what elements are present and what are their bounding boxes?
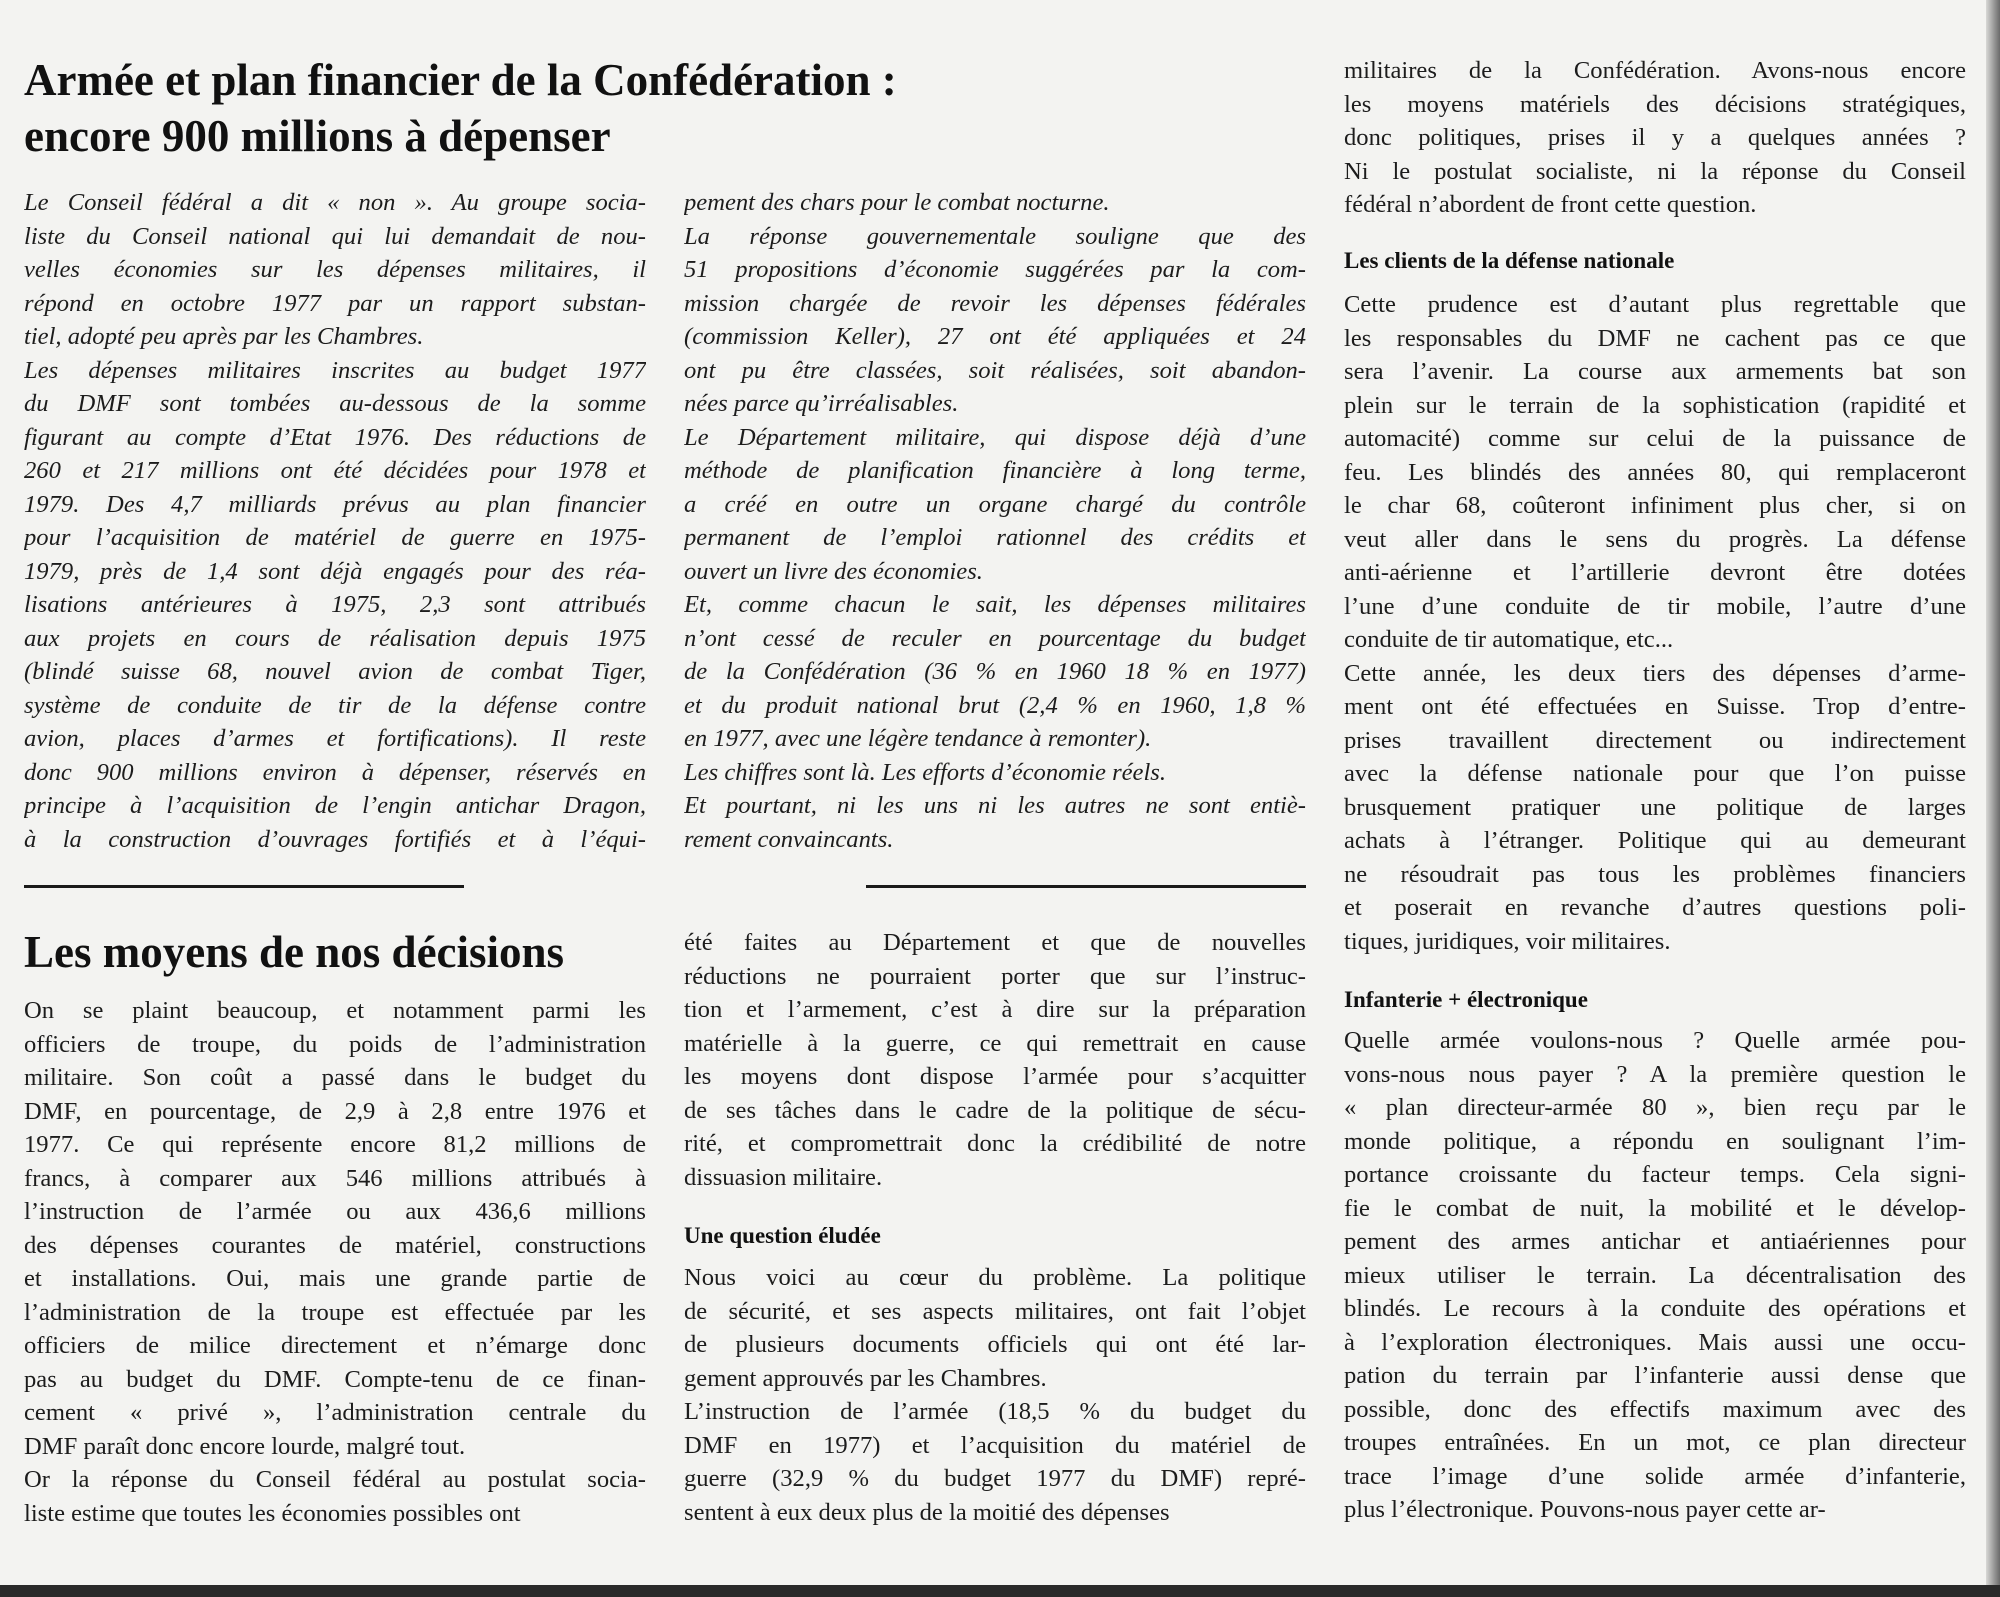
text-line: DMF, en pourcentage, de 2,9 à 2,8 entre 1976 et	[24, 1097, 646, 1125]
article-1-column-2	[684, 186, 1306, 856]
text-line: portance croissante du facteur temps. Cela signi-	[1344, 1161, 1966, 1188]
text-line: blindés. Le recours à la conduite des opérations et	[1344, 1295, 1966, 1322]
text-line: aux projets en cours de réalisation depuis 1975	[24, 624, 646, 652]
title-line: encore 900 millions à dépenser	[24, 111, 611, 161]
text-line: pour l’acquisition de matériel de guerre en 1975-	[24, 524, 646, 551]
column-rule-right	[866, 885, 1306, 888]
text-line: été faites au Département et que de nouvelles	[684, 929, 1306, 956]
text-line: répond en octobre 1977 par un rapport substan-	[24, 289, 646, 317]
text-line: dissuasion militaire.	[684, 1163, 883, 1191]
text-line: liste estime que toutes les économies possibles ont	[24, 1499, 521, 1527]
text-line: à l’exploration électroniques. Mais aussi une occu-	[1344, 1328, 1966, 1356]
text-line: anti-aérienne et l’artillerie devront être dotées	[1344, 559, 1966, 586]
text-line: trace l’image d’une solide armée d’infanterie,	[1344, 1462, 1966, 1490]
text-line: l’une d’une conduite de tir mobile, l’autre d’une	[1344, 592, 1966, 620]
text-line: fédéral n’abordent de front cette question.	[1344, 191, 1757, 218]
text-line: méthode de planification financière à long terme,	[684, 457, 1306, 484]
text-line: gement approuvés par les Chambres.	[684, 1364, 1047, 1392]
page-edge-shadow	[1986, 0, 2000, 1597]
text-line: liste du Conseil national qui lui demandait de nou-	[24, 222, 646, 250]
article-2-column-3-end	[1344, 1024, 1966, 1527]
text-line: brusquement pratiquer une politique de larges	[1344, 793, 1966, 821]
text-line: sentent à eux deux plus de la moitié des dépenses	[684, 1498, 1170, 1526]
text-line: Nous voici au cœur du problème. La politique	[684, 1264, 1306, 1291]
text-line: Cette prudence est d’autant plus regrettable que	[1344, 291, 1966, 318]
text-line: donc 900 millions environ à dépenser, réservés en	[24, 758, 646, 786]
text-line: 1979, près de 1,4 sont déjà engagés pour des réa-	[24, 557, 646, 585]
text-line: principe à l’acquisition de l’engin antichar Dragon,	[24, 792, 646, 819]
text-line: Et, comme chacun le sait, les dépenses militaires	[684, 591, 1306, 618]
text-line: Le Conseil fédéral a dit « non ». Au groupe socia-	[24, 189, 646, 216]
text-line: DMF en 1977) et l’acquisition du matériel de	[684, 1431, 1306, 1459]
page-bottom-edge	[0, 1585, 2000, 1597]
text-line: Quelle armée voulons-nous ? Quelle armée pou-	[1344, 1027, 1966, 1054]
text-line: 1979. Des 4,7 milliards prévus au plan financier	[24, 490, 646, 518]
text-line: tion et l’armement, c’est à dire sur la préparation	[684, 996, 1306, 1023]
text-line: (blindé suisse 68, nouvel avion de combat Tiger,	[24, 658, 646, 685]
text-line: de sécurité, et ses aspects militaires, ont fait l’objet	[684, 1297, 1306, 1325]
text-line: n’ont cessé de reculer en pourcentage du budget	[684, 624, 1306, 652]
text-line: et poserait en revanche d’autres questions poli-	[1344, 894, 1966, 921]
text-line: officiers de troupe, du poids de l’administration	[24, 1030, 646, 1058]
text-line: et installations. Oui, mais une grande partie de	[24, 1265, 646, 1292]
text-line: Les dépenses militaires inscrites au budget 1977	[24, 356, 646, 384]
text-line: de la Confédération (36 % en 1960 18 % en 1977)	[684, 658, 1306, 685]
text-line: Les chiffres sont là. Les efforts d’économie réels.	[684, 758, 1167, 786]
text-line: en 1977, avec une légère tendance à remonter).	[684, 725, 1152, 752]
text-line: système de conduite de tir de la défense contre	[24, 691, 646, 719]
subheading-infanterie-electronique: Infanterie + électronique	[1344, 987, 1588, 1012]
text-line: rité, et compromettrait donc la crédibilité de notre	[684, 1130, 1306, 1157]
text-line: avion, places d’armes et fortifications). Il reste	[24, 725, 646, 752]
text-line: officiers de milice directement et n’émarge donc	[24, 1332, 646, 1359]
text-line: 1977. Ce qui représente encore 81,2 millions de	[24, 1131, 646, 1158]
text-line: prises travaillent directement ou indirectement	[1344, 726, 1966, 754]
text-line: l’instruction de l’armée ou aux 436,6 millions	[24, 1198, 646, 1225]
text-line: et du produit national brut (2,4 % en 1960, 1,8 %	[684, 691, 1306, 719]
article-2-column-3-body	[1344, 288, 1966, 958]
text-line: fie le combat de nuit, la mobilité et le dévelop-	[1344, 1194, 1966, 1222]
text-line: pement des chars pour le combat nocturne.	[684, 189, 1110, 216]
text-line: On se plaint beaucoup, et notamment parmi les	[24, 997, 646, 1024]
text-line: francs, à comparer aux 546 millions attribués à	[24, 1164, 646, 1192]
article-2-column-3-intro	[1344, 54, 1966, 222]
text-line: réductions ne pourraient porter que sur l’instruc-	[684, 962, 1306, 990]
text-line: figurant au compte d’Etat 1976. Des réductions de	[24, 423, 646, 451]
text-line: plein sur le terrain de la sophistication (rapidité et	[1344, 391, 1966, 419]
text-line: Le Département militaire, qui dispose déjà d’une	[684, 423, 1306, 451]
text-line: Cette année, les deux tiers des dépenses d’arme-	[1344, 659, 1966, 687]
subheading-une-question-eludee: Une question éludée	[684, 1223, 881, 1248]
article-2-column-2-body	[684, 1261, 1306, 1529]
text-line: militaire. Son coût a passé dans le budget du	[24, 1064, 646, 1091]
text-line: donc politiques, prises il y a quelques années ?	[1344, 124, 1966, 151]
text-line: pement des armes antichar et antiaériennes pour	[1344, 1228, 1966, 1255]
text-line: « plan directeur-armée 80 », bien reçu par le	[1344, 1094, 1966, 1121]
text-line: DMF paraît donc encore lourde, malgré tout.	[24, 1432, 466, 1460]
article-1-title	[24, 52, 1324, 164]
text-line: monde politique, a répondu en soulignant l’im-	[1344, 1127, 1966, 1155]
text-line: 51 propositions d’économie suggérées par la com-	[684, 256, 1306, 283]
text-line: nées parce qu’irréalisables.	[684, 390, 959, 417]
text-line: sera l’avenir. La course aux armements bat son	[1344, 358, 1966, 385]
text-line: tiques, juridiques, voir militaires.	[1344, 927, 1671, 955]
text-line: guerre (32,9 % du budget 1977 du DMF) repré-	[684, 1465, 1306, 1492]
text-line: rement convaincants.	[684, 825, 894, 853]
text-line: possible, donc des effectifs maximum avec des	[1344, 1395, 1966, 1423]
text-line: pation du terrain par l’infanterie aussi dense que	[1344, 1362, 1966, 1389]
text-line: vons-nous nous payer ? A la première question le	[1344, 1060, 1966, 1088]
text-line: 260 et 217 millions ont été décidées pour 1978 et	[24, 457, 646, 484]
article-2-column-1	[24, 994, 646, 1530]
text-line: velles économies sur les dépenses militaires, il	[24, 256, 646, 283]
text-line: tiel, adopté peu après par les Chambres.	[24, 323, 424, 350]
text-line: les moyens matériels des décisions stratégiques,	[1344, 90, 1966, 118]
article-1-column-1	[24, 186, 646, 856]
text-line: Et pourtant, ni les uns ni les autres ne sont entiè-	[684, 792, 1306, 819]
text-line: feu. Les blindés des années 80, qui remplaceront	[1344, 458, 1966, 486]
text-line: cement « privé », l’administration centrale du	[24, 1399, 646, 1426]
text-line: matérielle à la guerre, ce qui remettrait en cause	[684, 1029, 1306, 1057]
text-line: du DMF sont tombées au-dessous de la somme	[24, 390, 646, 417]
article-2-title: Les moyens de nos décisions	[24, 927, 565, 977]
text-line: mission chargée de revoir les dépenses fédérales	[684, 289, 1306, 317]
text-line: conduite de tir automatique, etc...	[1344, 626, 1674, 653]
text-line: le char 68, coûteront infiniment plus cher, si on	[1344, 492, 1966, 519]
text-line: pas au budget du DMF. Compte-tenu de ce finan-	[24, 1365, 646, 1393]
text-line: de plusieurs documents officiels qui ont été lar-	[684, 1331, 1306, 1358]
text-line: Or la réponse du Conseil fédéral au postulat socia-	[24, 1466, 646, 1493]
title-line: Armée et plan financier de la Confédération :	[24, 55, 897, 105]
text-line: avec la défense nationale pour que l’on puisse	[1344, 760, 1966, 787]
text-line: (commission Keller), 27 ont été appliquées et 24	[684, 323, 1306, 350]
text-line: permanent de l’emploi rationnel des crédits et	[684, 524, 1306, 551]
text-line: ne résoudrait pas tous les problèmes financiers	[1344, 860, 1966, 888]
text-line: ont pu être classées, soit réalisées, soit abandon-	[684, 356, 1306, 384]
text-line: des dépenses courantes de matériel, constructions	[24, 1231, 646, 1259]
text-line: mieux utiliser le terrain. La décentralisation des	[1344, 1261, 1966, 1289]
text-line: de ses tâches dans le cadre de la politique de sécu-	[684, 1096, 1306, 1124]
text-line: Ni le postulat socialiste, ni la réponse du Conseil	[1344, 157, 1966, 185]
text-line: veut aller dans le sens du progrès. La défense	[1344, 525, 1966, 553]
text-line: automacité) comme sur celui de la puissance de	[1344, 425, 1966, 452]
text-line: La réponse gouvernementale souligne que des	[684, 222, 1306, 250]
text-line: troupes entraînées. En un mot, ce plan directeur	[1344, 1429, 1966, 1456]
column-rule-left	[24, 885, 464, 888]
subheading-clients-defense: Les clients de la défense nationale	[1344, 248, 1675, 273]
text-line: les moyens dont dispose l’armée pour s’acquitter	[684, 1063, 1306, 1090]
text-line: lisations antérieures à 1975, 2,3 sont attribués	[24, 591, 646, 618]
text-line: les responsables du DMF ne cachent pas ce que	[1344, 324, 1966, 352]
text-line: a créé en outre un organe chargé du contrôle	[684, 490, 1306, 518]
text-line: plus l’électronique. Pouvons-nous payer cette ar-	[1344, 1496, 1826, 1523]
text-line: l’administration de la troupe est effectuée par les	[24, 1298, 646, 1326]
text-line: L’instruction de l’armée (18,5 % du budget du	[684, 1398, 1306, 1425]
text-line: à la construction d’ouvrages fortifiés et à l’équi-	[24, 825, 646, 853]
text-line: militaires de la Confédération. Avons-nous encore	[1344, 57, 1966, 84]
text-line: ment ont été effectuées en Suisse. Trop d’entre-	[1344, 693, 1966, 720]
article-2-column-2-intro	[684, 926, 1306, 1194]
text-line: ouvert un livre des économies.	[684, 557, 983, 585]
text-line: achats à l’étranger. Politique qui au demeurant	[1344, 827, 1966, 854]
